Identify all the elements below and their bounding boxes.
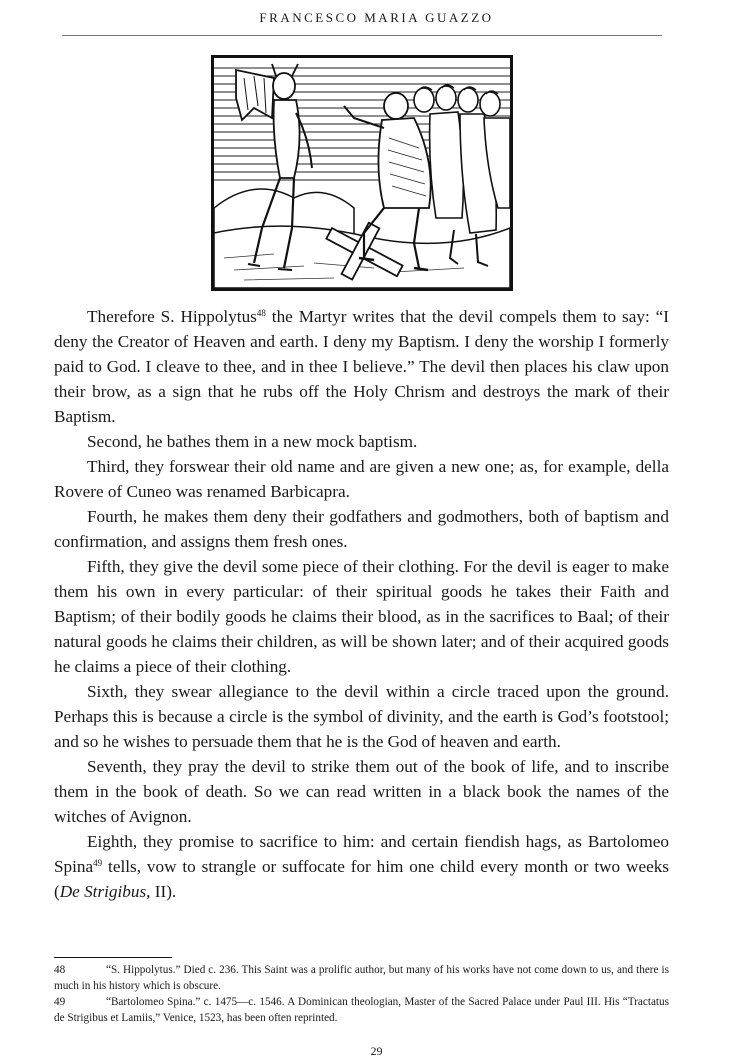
body-text [54, 304, 669, 904]
woodcut-devil-and-witches-icon [214, 58, 510, 288]
paragraph: Second, he bathes them in a new mock baptism. [87, 432, 418, 451]
woodcut-illustration [211, 55, 513, 291]
footnote-rule [54, 957, 172, 958]
header-rule [62, 35, 662, 36]
footnote-number: 48 [54, 964, 66, 976]
running-head: FRANCESCO MARIA GUAZZO [259, 10, 494, 25]
footnotes [54, 962, 669, 1026]
footnote [54, 994, 669, 1026]
footnote-ref[interactable]: 49 [93, 858, 103, 868]
footnote-text: “Bartolomeo Spina.” c. 1475—c. 1546. A Dominican theologian, Master of the Sacred Palace under Paul III. His “Tractatus de Strigibus et Lamiis,” Venice, 1523, has been often reprinted. [54, 996, 669, 1024]
paragraph: Seventh, they pray the devil to strike them out of the book of life, and to inscribe them in the book of death. So we can read written in a black book the names of the witches of Avignon. [54, 757, 669, 826]
footnote-text: “S. Hippolytus.” Died c. 236. This Saint was a prolific author, but many of his works have not come down to us, and there is much in his history which is obscure. [54, 964, 669, 992]
page-number: 29 [370, 1044, 383, 1058]
paragraph: Fifth, they give the devil some piece of their clothing. For the devil is eager to make them his own in every particular: of their spiritual goods he takes their Faith and Baptism; of their bodily goods he claims their blood, as in the sacrifices to Baal; of their natural goods he claims their children, as will be shown later; and of their acquired goods he claims a piece of their clothing. [54, 557, 669, 676]
footnote-ref[interactable]: 48 [256, 308, 266, 318]
paragraph: Sixth, they swear allegiance to the devil within a circle traced upon the ground. Perhaps this is because a circle is the symbol of divinity, and the earth is God’s footstool; and so he wishes to persuade them that he is the God of heaven and earth. [54, 682, 669, 751]
paragraph: Fourth, he makes them deny their godfathers and godmothers, both of baptism and confirmation, and assigns them fresh ones. [54, 507, 669, 551]
paragraph: Third, they forswear their old name and are given a new one; as, for example, della Rovere of Cuneo was renamed Barbicapra. [54, 457, 669, 501]
book-title: De Strigibus [59, 882, 147, 901]
paragraph: Therefore S. Hippolytus$^{48}$ the Martyr writes that the devil compels them to say: “I deny the Creator of Heaven and earth. I deny my Baptism. I deny the worship I formerly paid to God. I cleave to thee, and in thee I believe.” The devil then places his claw upon their brow, as a sign that he rubs off the Holy Chrism and destroys the mark of their Baptism. [54, 307, 669, 426]
footnote [54, 962, 669, 994]
footnote-number: 49 [54, 996, 66, 1008]
paragraph: Eighth, they promise to sacrifice to him: and certain fiendish hags, as Bartolomeo Spina$^{49}$ tells, vow to strangle or suffocate for him one child every month or two weeks (De Strigibus, II). [54, 832, 669, 901]
